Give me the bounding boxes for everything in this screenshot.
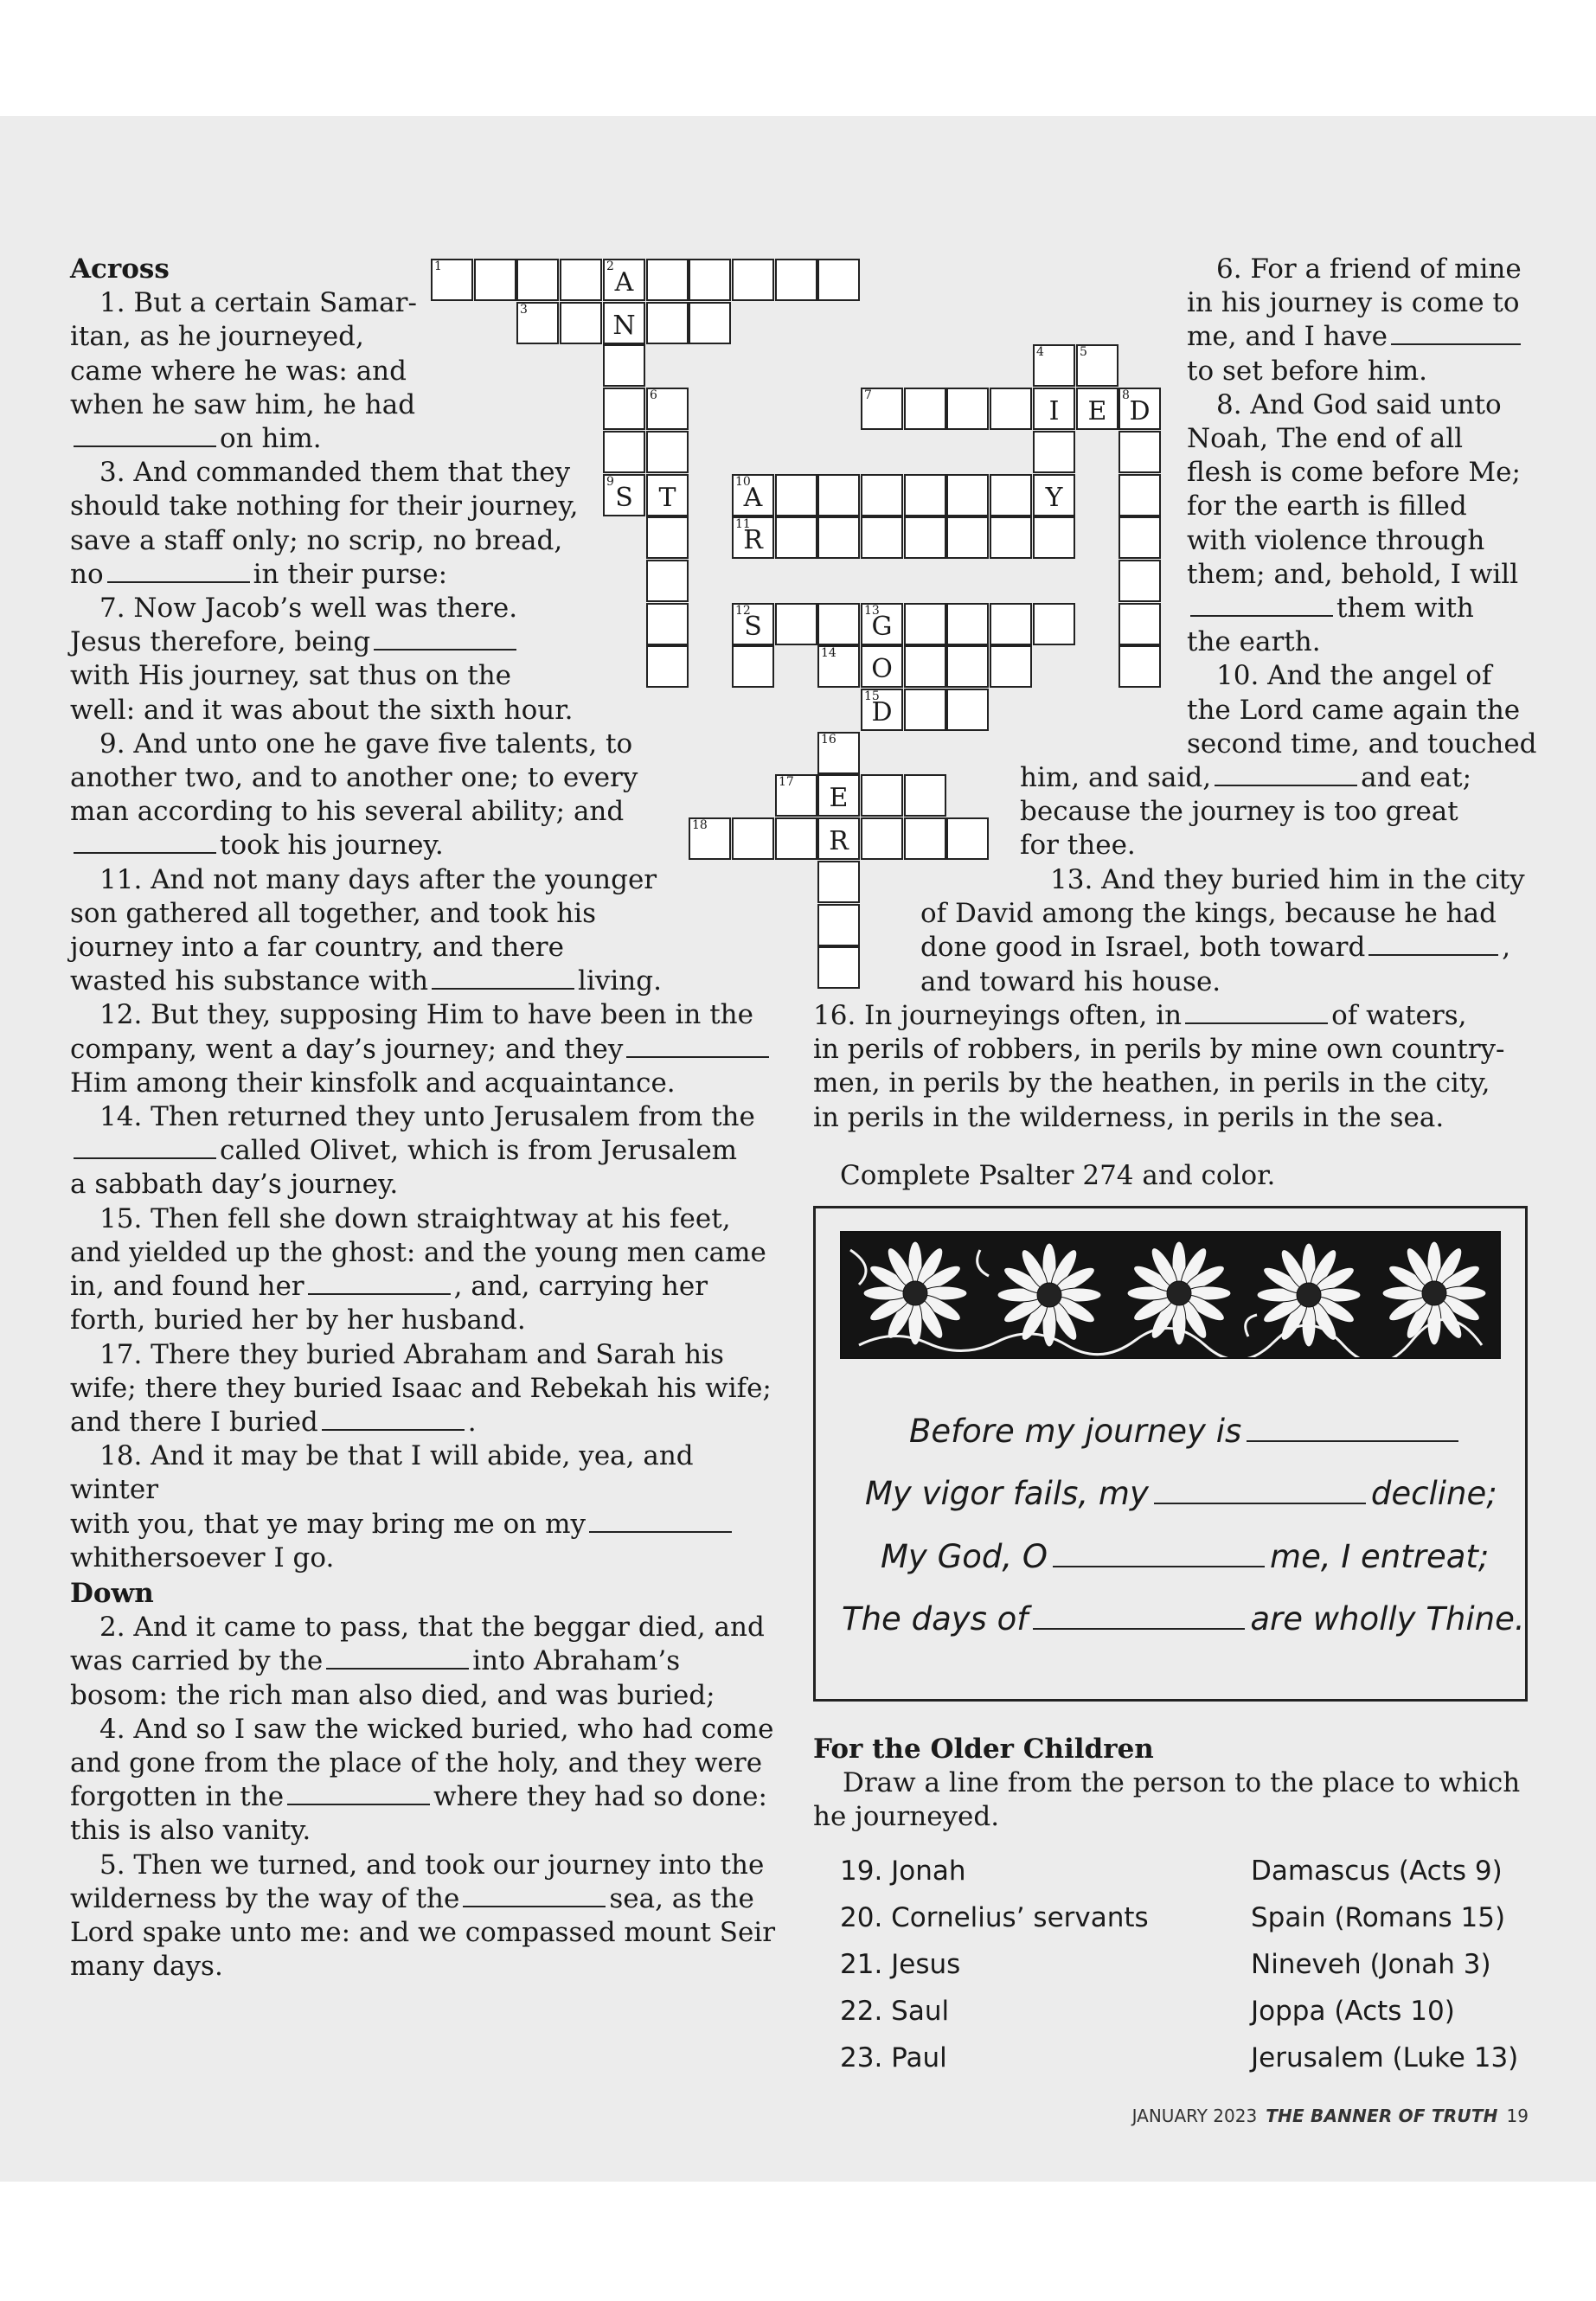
crossword-cell[interactable] [904,645,946,688]
clue-4-line: forgotten in the where they had so done: [70,1781,767,1813]
person-item[interactable]: 20. Cornelius’ servants [840,1902,1149,1933]
issue-date: JANUARY 2023 [1131,2106,1258,2126]
psalter-line-3: My God, O me, I entreat; [881,1538,1490,1575]
answer-blank[interactable] [1033,1627,1245,1630]
place-item[interactable]: Jerusalem (Luke 13) [1251,2042,1519,2073]
clue-8-line: them; and, behold, I will [1187,558,1519,590]
answer-blank[interactable] [432,987,574,990]
cell-letter: E [1087,396,1107,426]
cell-letter: S [744,612,762,642]
crossword-cell[interactable] [474,259,516,301]
clue-14-line: called Olivet, which is from Jerusalem [70,1134,788,1168]
crossword-cell[interactable] [775,603,817,645]
clue-16-line: in perils of robbers, in perils by mine own country- [813,1034,1505,1066]
crossword-cell[interactable] [904,689,946,731]
clue-7-line: Jesus therefore, being [70,625,788,659]
clue-5-line: 5. Then we turned, and took our journey into the [99,1849,765,1881]
clue-12-line: 12. But they, supposing Him to have been in the [99,999,753,1031]
answer-blank[interactable] [74,445,216,447]
cell-number: 2 [606,260,614,273]
psalter-line-2: My vigor fails, my decline; [865,1475,1497,1512]
psalter-box [813,1206,1528,1702]
crossword-cell[interactable] [732,603,774,645]
crossword-cell[interactable] [603,388,645,430]
crossword-cell[interactable] [603,431,645,473]
clue-2-line: 2. And it came to pass, that the beggar died, and [99,1612,765,1644]
clue-8-line: the earth. [1187,626,1321,658]
answer-blank[interactable] [374,648,516,651]
cell-letter: A [743,483,763,513]
crossword-cell[interactable] [603,259,645,301]
clue-13-line: of David among the kings, because he had [920,898,1497,930]
clue-6-line: in his journey is come to [1187,287,1520,319]
clue-10-line: the Lord came again the [1187,694,1521,726]
clue-3-line: no in their purse: [70,558,448,590]
crossword-cell[interactable] [904,516,946,559]
down-clues [70,1577,788,1984]
clue-4-line: 4. And so I saw the wicked buried, who had come [99,1713,774,1745]
cell-number: 12 [735,604,751,618]
clue-11-line: son gathered all together, and took his [70,897,597,929]
cell-letter: A [614,267,634,298]
crossword-cell[interactable] [1033,474,1075,516]
cell-number: 6 [650,388,657,402]
crossword-cell[interactable] [560,302,602,344]
clue-8-line: them with [1187,592,1585,625]
clue-16-line: in perils in the wilderness, in perils in the sea. [813,1101,1445,1133]
crossword-cell[interactable] [732,474,774,516]
crossword-cell[interactable] [1033,388,1075,430]
cell-letter: D [1129,396,1151,426]
person-item[interactable]: 19. Jonah [840,1856,966,1887]
clue-18-line: with you, that ye may bring me on my [70,1508,788,1541]
cell-letter: S [615,483,633,513]
crossword-cell[interactable] [817,861,860,903]
crossword-cell[interactable] [817,904,860,946]
older-intro-line: Draw a line from the person to the place to which [843,1767,1521,1799]
cell-number: 15 [864,689,880,703]
crossword-cell[interactable] [817,259,860,301]
crossword-cell[interactable] [946,474,989,516]
crossword-cell[interactable] [646,603,689,645]
clue-15-line: in, and found her , and, carrying her [70,1271,708,1303]
crossword-cell[interactable] [1118,388,1161,430]
crossword-cell[interactable] [689,302,731,344]
down-clue-16 [813,999,1592,1135]
crossword-cell[interactable] [1033,344,1075,387]
crossword-cell[interactable] [732,259,774,301]
page-number: 19 [1506,2106,1529,2126]
crossword-cell[interactable] [1033,516,1075,559]
clue-1-line: 1. But a certain Samar- [99,287,417,319]
crossword-cell[interactable] [946,388,989,430]
person-item[interactable]: 22. Saul [840,1996,950,2027]
clue-18-line: 18. And it may be that I will abide, yea, and winter [70,1440,694,1506]
crossword-cell[interactable] [861,817,903,860]
crossword-cell[interactable] [603,474,645,516]
clue-7-line: well: and it was about the sixth hour. [70,694,574,726]
cell-number: 7 [864,388,872,402]
answer-blank[interactable] [74,851,216,854]
down-heading: Down [70,1578,154,1609]
clue-7-line: 7. Now Jacob’s well was there. [99,593,518,625]
clue-16-line: men, in perils by the heathen, in perils in the city, [813,1067,1490,1099]
older-children-section [813,1733,1583,1835]
crossword-cell[interactable] [946,689,989,731]
psalter-line-1: Before my journey is [909,1413,1464,1451]
crossword-cell[interactable] [861,388,903,430]
older-intro-line: he journeyed. [813,1801,1000,1833]
clue-1-line: itan, as he journeyed, [70,321,364,353]
crossword-cell[interactable] [1118,516,1161,559]
answer-blank[interactable] [326,1667,469,1670]
crossword-cell[interactable] [516,259,559,301]
clue-11-line: journey into a far country, and there [70,932,564,964]
crossword-cell[interactable] [431,259,473,301]
answer-blank[interactable] [1185,1022,1328,1024]
clue-1-line: on him. [70,422,788,456]
crossword-cell[interactable] [817,732,860,774]
crossword-cell[interactable] [817,817,860,860]
answer-blank[interactable] [1053,1565,1265,1567]
clue-10-line: for thee. [1020,830,1136,862]
older-children-heading: For the Older Children [813,1734,1154,1765]
clue-14-line: 14. Then returned they unto Jerusalem from the [99,1101,755,1133]
clue-6-line: me, and I have [1187,320,1585,354]
cell-letter: Y [1045,483,1063,513]
clue-6-line: to set before him. [1187,355,1428,387]
crossword-cell[interactable] [861,774,903,817]
answer-blank[interactable] [1368,953,1498,956]
magazine-title: THE BANNER OF TRUTH [1266,2106,1498,2126]
crossword-cell[interactable] [646,259,689,301]
crossword-cell[interactable] [1118,431,1161,473]
cell-number: 18 [692,818,708,832]
place-item[interactable]: Joppa (Acts 10) [1251,1996,1455,2027]
crossword-cell[interactable] [990,388,1032,430]
person-item[interactable]: 23. Paul [840,2042,947,2073]
crossword-cell[interactable] [646,474,689,516]
psalter-line-4: The days of are wholly Thine. [842,1600,1525,1638]
clue-8-line: Noah, The end of all [1187,423,1464,455]
cell-letter: G [871,612,893,642]
crossword-cell[interactable] [1076,344,1118,387]
crossword-cell[interactable] [861,645,903,688]
clue-9-line: another two, and to another one; to every [70,762,638,794]
clue-15-line: forth, buried her by her husband. [70,1304,526,1336]
cell-number: 13 [864,604,880,618]
cell-number: 16 [821,733,836,747]
clue-6-line: 6. For a friend of mine [1216,253,1522,285]
cell-number: 3 [520,303,528,317]
clue-3-line: 3. And commanded them that they [99,457,571,489]
crossword-cell[interactable] [904,774,946,817]
clue-5-line: Lord spake unto me: and we compassed mount Seir [70,1917,776,1949]
crossword-cell[interactable] [861,689,903,731]
clue-9-line: man according to his several ability; and [70,796,625,828]
clue-15-line: 15. Then fell she down straightway at his feet, [99,1202,731,1234]
answer-blank[interactable] [287,1803,430,1805]
crossword-cell[interactable] [904,474,946,516]
cell-letter: D [871,697,893,727]
clue-8-line: flesh is come before Me; [1187,457,1521,489]
answer-blank[interactable] [107,580,250,583]
crossword-cell[interactable] [861,474,903,516]
cell-letter: N [612,311,636,341]
person-item[interactable]: 21. Jesus [840,1949,961,1980]
clue-8-line: for the earth is filled [1187,490,1467,522]
clue-5-line: wilderness by the way of the sea, as the [70,1882,754,1914]
clue-16-line: 16. In journeyings often, in of waters, [813,1000,1467,1031]
crossword-cell[interactable] [689,817,731,860]
cell-number: 10 [735,475,751,489]
down-clues-right [1187,253,1585,761]
answer-blank[interactable] [74,1157,216,1159]
answer-blank[interactable] [1215,784,1357,786]
clue-17-line: 17. There they buried Abraham and Sarah his [99,1338,724,1370]
crossword-cell[interactable] [775,817,817,860]
crossword-cell[interactable] [861,516,903,559]
answer-blank[interactable] [1391,343,1521,345]
crossword-cell[interactable] [990,474,1032,516]
crossword-cell[interactable] [904,603,946,645]
cell-letter: O [871,654,893,684]
crossword-cell[interactable] [646,645,689,688]
clue-2-line: bosom: the rich man also died, and was buried; [70,1679,715,1711]
crossword-cell[interactable] [1118,474,1161,516]
clue-10-line: 10. And the angel of [1216,660,1492,692]
clue-8-line: with violence through [1187,524,1485,556]
crossword-cell[interactable] [603,344,645,387]
crossword-cell[interactable] [775,516,817,559]
clue-10-line: second time, and touched [1187,727,1537,760]
crossword-cell[interactable] [817,774,860,817]
crossword-cell[interactable] [775,259,817,301]
clue-14-line: a sabbath day’s journey. [70,1169,399,1201]
clue-12-line: Him among their kinsfolk and acquaintance. [70,1067,676,1099]
clue-17-line: and there I buried . [70,1406,477,1438]
clue-17-line: wife; there they buried Isaac and Rebekah his wife; [70,1372,772,1404]
down-clue-13 [920,863,1586,999]
cell-letter: R [829,826,849,856]
clue-8-line: 8. And God said unto [1216,388,1502,420]
cell-number: 4 [1036,345,1044,359]
cell-number: 8 [1122,388,1130,402]
cell-number: 9 [606,475,614,489]
cell-number: 14 [821,646,836,660]
crossword-cell[interactable] [775,474,817,516]
crossword-cell[interactable] [990,603,1032,645]
crossword-cell[interactable] [732,817,774,860]
cell-number: 5 [1080,345,1087,359]
crossword-cell[interactable] [946,817,989,860]
cell-letter: I [1048,396,1060,426]
crossword-cell[interactable] [646,431,689,473]
answer-blank[interactable] [1190,614,1333,617]
clue-1-line: when he saw him, he had [70,388,416,420]
crossword-cell[interactable] [1033,431,1075,473]
crossword-cell[interactable] [1033,603,1075,645]
crossword-cell[interactable] [1076,388,1118,430]
clue-4-line: this is also vanity. [70,1815,311,1847]
answer-blank[interactable] [626,1055,769,1058]
daisy-banner-illustration [840,1231,1501,1359]
crossword-cell[interactable] [861,603,903,645]
crossword-cell[interactable] [990,645,1032,688]
place-item[interactable]: Spain (Romans 15) [1251,1902,1506,1933]
crossword-cell[interactable] [817,603,860,645]
crossword-cell[interactable] [946,603,989,645]
clue-10-line: because the journey is too great [1020,796,1458,828]
answer-blank[interactable] [1154,1502,1366,1504]
clue-3-line: save a staff only; no scrip, no bread, [70,524,563,556]
crossword-cell[interactable] [646,560,689,602]
page-footer [1132,2106,1529,2126]
crossword-cell[interactable] [946,645,989,688]
cell-letter: E [829,783,849,813]
crossword-cell[interactable] [646,388,689,430]
cell-number: 17 [779,775,794,789]
crossword-cell[interactable] [775,774,817,817]
clue-3-line: should take nothing for their journey, [70,490,579,522]
clue-1-line: came where he was: and [70,355,407,387]
crossword-cell[interactable] [946,516,989,559]
psalter-instruction: Complete Psalter 274 and color. [840,1160,1276,1191]
daisy-flowers-icon [842,1233,1499,1357]
crossword-cell[interactable] [560,259,602,301]
clue-13-line: and toward his house. [920,965,1221,997]
clue-9-line: 9. And unto one he gave five talents, to [99,727,633,760]
crossword-cell[interactable] [817,516,860,559]
crossword-cell[interactable] [732,645,774,688]
down-clue-10-continued [1020,761,1582,863]
clue-10-line: him, and said, and eat; [1020,762,1472,793]
clue-13-line: done good in Israel, both toward , [920,932,1511,964]
across-heading: Across [70,253,170,285]
answer-blank[interactable] [1247,1439,1458,1442]
clue-7-line: with His journey, sat thus on the [70,660,512,692]
answer-blank[interactable] [463,1905,606,1907]
cell-number: 1 [434,260,442,273]
clue-5-line: many days. [70,1951,223,1983]
clue-11-line: 11. And not many days after the younger [99,863,657,895]
crossword-cell[interactable] [904,817,946,860]
crossword-cell[interactable] [817,474,860,516]
crossword-cell[interactable] [817,946,860,989]
place-item[interactable]: Damascus (Acts 9) [1251,1856,1503,1887]
clue-13-line: 13. And they buried him in the city [1050,864,1525,895]
crossword-cell[interactable] [603,302,645,344]
crossword-cell[interactable] [646,302,689,344]
crossword-cell[interactable] [1118,603,1161,645]
crossword-cell[interactable] [817,645,860,688]
crossword-cell[interactable] [516,302,559,344]
clue-2-line: was carried by the into Abraham’s [70,1645,681,1677]
clue-15-line: and yielded up the ghost: and the young men came [70,1236,766,1268]
clue-12-line: company, went a day’s journey; and they [70,1033,788,1067]
crossword-cell[interactable] [689,259,731,301]
place-item[interactable]: Nineveh (Jonah 3) [1251,1949,1491,1980]
clue-18-line: whithersoever I go. [70,1541,335,1574]
crossword-cell[interactable] [1118,645,1161,688]
crossword-cell[interactable] [990,516,1032,559]
clue-11-line: wasted his substance with living. [70,965,662,997]
clue-4-line: and gone from the place of the holy, and they were [70,1747,763,1779]
crossword-cell[interactable] [1118,560,1161,602]
crossword-cell[interactable] [732,516,774,559]
answer-blank[interactable] [589,1530,732,1533]
cell-letter: R [743,525,763,555]
cell-number: 11 [735,517,751,531]
answer-blank[interactable] [322,1428,465,1431]
crossword-cell[interactable] [904,388,946,430]
cell-letter: T [658,483,676,513]
crossword-cell[interactable] [646,516,689,559]
clue-9-line: took his journey. [70,829,788,862]
answer-blank[interactable] [308,1292,451,1295]
